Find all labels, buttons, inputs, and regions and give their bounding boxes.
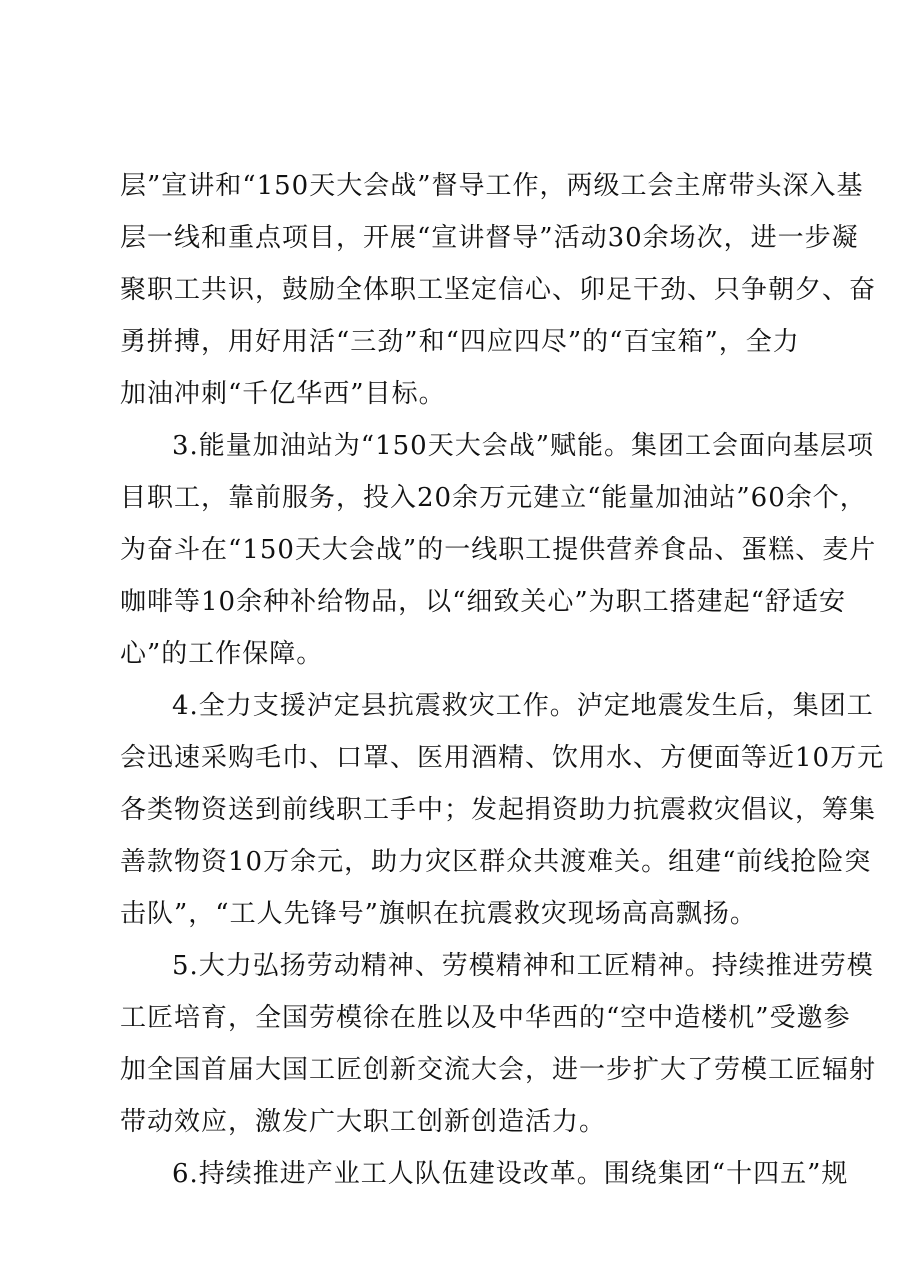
paragraph-line: 聚职工共识，鼓励全体职工坚定信心、卯足干劲、只争朝夕、奋 xyxy=(120,275,877,305)
paragraph-line: 目职工，靠前服务，投入20余万元建立“能量加油站”60余个， xyxy=(120,483,867,513)
section-heading-line: 4.全力支援泸定县抗震救灾工作。泸定地震发生后，集团工 xyxy=(172,691,874,721)
section-heading-line: 6.持续推进产业工人队伍建设改革。围绕集团“十四五”规 xyxy=(172,1159,849,1189)
paragraph-line: 为奋斗在“150天大会战”的一线职工提供营养食品、蛋糕、麦片 xyxy=(120,535,877,565)
section-heading-line: 3.能量加油站为“150天大会战”赋能。集团工会面向基层项 xyxy=(172,431,875,461)
paragraph-line: 工匠培育，全国劳模徐在胜以及中华西的“空中造楼机”受邀参 xyxy=(120,1003,851,1033)
paragraph-line: 击队”，“工人先锋号”旗帜在抗震救灾现场高高飘扬。 xyxy=(120,899,757,929)
paragraph-line: 层一线和重点项目，开展“宣讲督导”活动30余场次，进一步凝 xyxy=(120,223,859,253)
paragraph-line: 层”宣讲和“150天大会战”督导工作，两级工会主席带头深入基 xyxy=(120,171,864,201)
paragraph-line: 心”的工作保障。 xyxy=(120,639,324,669)
paragraph-line: 各类物资送到前线职工手中；发起捐资助力抗震救灾倡议，筹集 xyxy=(120,795,877,825)
paragraph-line: 善款物资10万余元，助力灾区群众共渡难关。组建“前线抢险突 xyxy=(120,847,872,877)
paragraph-line: 加全国首届大国工匠创新交流大会，进一步扩大了劳模工匠辐射 xyxy=(120,1055,877,1085)
paragraph-line: 勇拼搏，用好用活“三劲”和“四应四尽”的“百宝箱”，全力 xyxy=(120,327,800,357)
paragraph-line: 会迅速采购毛巾、口罩、医用酒精、饮用水、方便面等近10万元 xyxy=(120,743,885,773)
paragraph-line: 咖啡等10余种补给物品，以“细致关心”为职工搭建起“舒适安 xyxy=(120,587,846,617)
paragraph-line: 加油冲刺“千亿华西”目标。 xyxy=(120,379,446,409)
section-heading-line: 5.大力弘扬劳动精神、劳模精神和工匠精神。持续推进劳模 xyxy=(172,951,874,981)
paragraph-line: 带动效应，激发广大职工创新创造活力。 xyxy=(120,1107,607,1137)
